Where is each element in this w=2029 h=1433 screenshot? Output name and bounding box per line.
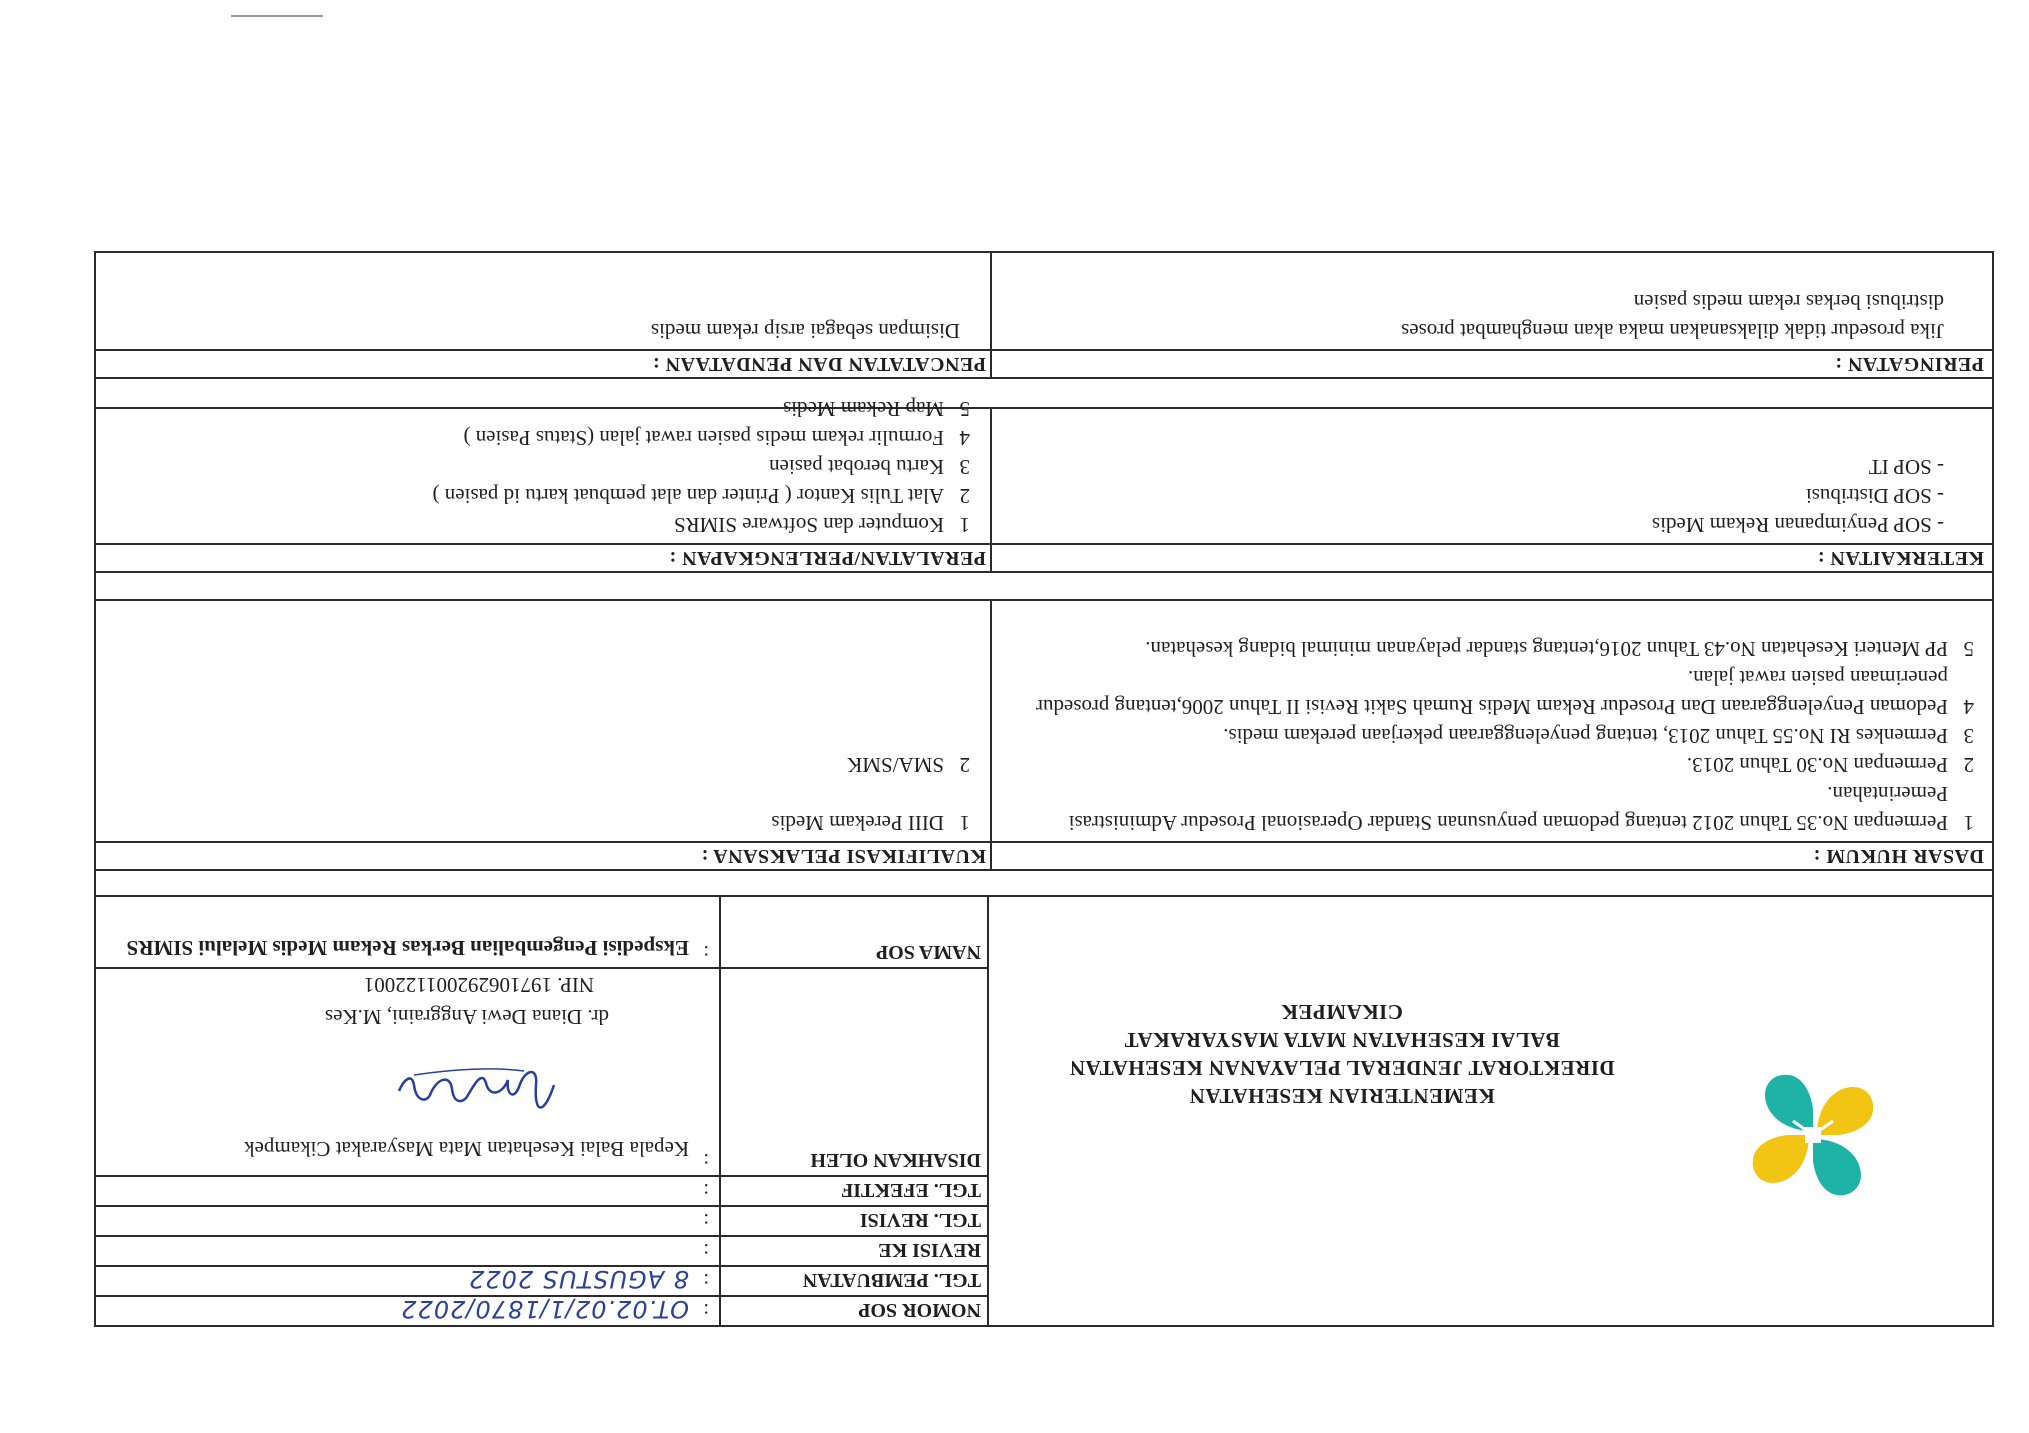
org-line-1: KEMENTERIAN KESEHATAN	[1189, 1084, 1495, 1108]
header-org-cell	[987, 897, 1992, 1325]
label-nama-sop: NAMA SOP	[719, 897, 989, 967]
colon: :	[703, 1149, 709, 1171]
list-item: 4 Formulir rekam medis pasien rawat jalan (Status Pasien )	[463, 426, 970, 450]
list-item: 4 Pedoman Penyelenggaraan Dan Prosedur Rekam Medis Rumah Sakit Revisi II Tahun 2006,tentang prosedur penerimaan pasien rawat jalan.	[1035, 666, 1974, 719]
sop-meta-table	[96, 897, 989, 1325]
list-item: 1 Permenpan No.35 Tahun 2012 tentang pedoman penyusunan Standar Operasional Prosedur Administrasi Pemerintahan.	[1068, 782, 1974, 835]
section-head	[96, 841, 1992, 869]
signer-nip: NIP. 197106292001122001	[363, 973, 594, 997]
label-tgl-efektif: TGL. EFEKTIF	[719, 1177, 989, 1205]
dasar-hukum-list	[1014, 634, 1974, 837]
spacer	[94, 377, 1994, 407]
label-nomor-sop: NOMOR SOP	[719, 1297, 989, 1325]
kualifikasi-list	[110, 750, 970, 837]
row-revisi-ke	[96, 1235, 989, 1265]
row-disahkan-oleh	[96, 967, 989, 1175]
list-item: 5 PP Menteri Kesehatan No.43 Tahun 2016,tentang standar pelayanan minimal bidang kesehatan.	[1145, 637, 1974, 661]
list-item: - SOP IT	[1868, 455, 1944, 479]
section-head	[96, 349, 1992, 377]
section-head	[96, 543, 1992, 571]
pencatatan-text: Disimpan sebagai arsip rekam medis	[650, 319, 960, 343]
row-nomor-sop	[96, 1295, 989, 1325]
row-nama-sop	[96, 897, 989, 967]
section-keterkaitan-peralatan	[94, 397, 1994, 573]
heading-peringatan: PERINGATAN :	[1834, 353, 1984, 375]
column-divider	[990, 253, 992, 377]
list-item: 1 Komputer dan Software SIMRS	[673, 513, 970, 537]
org-line-2: DIREKTORAT JENDERAL PELAYANAN KESEHATAN	[1069, 1056, 1615, 1080]
list-item: - SOP Penyimpanan Rekam Medis	[1651, 513, 1944, 537]
spacer	[94, 571, 1994, 599]
label-tgl-revisi: TGL. REVISI	[719, 1207, 989, 1235]
value-nomor-sop: OT.02.02/1/1870/2022	[400, 1295, 689, 1323]
org-line-3: BALAI KESEHATAN MATA MASYARAKAT CIKAMPEK	[1124, 1000, 1560, 1052]
keterkaitan-list	[984, 452, 1944, 539]
heading-pencatatan: PENCATATAN DAN PENDATAAN :	[652, 353, 986, 375]
peralatan-list	[110, 394, 970, 539]
colon: :	[703, 1269, 709, 1291]
colon: :	[703, 1209, 709, 1231]
list-item: 3 Permenkes RI No.55 Tahun 2013, tentang penyelenggaraan pekerjaan perekam medis.	[1223, 724, 1974, 748]
signer-name: dr. Diana Dewi Anggraini, M.Kes	[324, 1005, 609, 1029]
section-dasar-hukum-kualifikasi	[94, 599, 1994, 871]
label-disahkan-oleh: DISAHKAN OLEH	[719, 969, 989, 1175]
scan-mark	[231, 15, 323, 17]
colon: :	[703, 1239, 709, 1261]
kemenkes-logo-icon	[1743, 1065, 1883, 1205]
heading-peralatan: PERALATAN/PERLENGKAPAN :	[669, 547, 986, 569]
list-item: 2 Permenpan No.30 Tahun 2013.	[1686, 753, 1974, 777]
heading-kualifikasi: KUALIFIKASI PELAKSANA :	[701, 845, 986, 867]
heading-keterkaitan: KETERKAITAN :	[1817, 547, 1984, 569]
list-item: 3 Kartu berobat pasien	[769, 455, 970, 479]
signature	[394, 1055, 564, 1125]
column-divider	[990, 601, 992, 869]
colon: :	[703, 1299, 709, 1321]
list-item: 5 Map Rekam Medis	[783, 397, 970, 421]
list-item: - SOP Distribusi	[1805, 484, 1944, 508]
sop-sheet	[94, 185, 1994, 1327]
colon: :	[703, 941, 709, 963]
list-item: 2 SMA/SMK	[847, 753, 970, 777]
row-tgl-revisi	[96, 1205, 989, 1235]
label-revisi-ke: REVISI KE	[719, 1237, 989, 1265]
signer-title: Kepala Balai Kesehatan Mata Masyarakat Cikampek	[244, 1137, 689, 1161]
value-nama-sop: Ekspedisi Pengembalian Berkas Rekam Medis Melalui SIMRS	[126, 936, 689, 960]
row-tgl-pembuatan	[96, 1265, 989, 1295]
row-tgl-efektif	[96, 1175, 989, 1205]
list-item: 2 Alat Tulis Kantor ( Printer dan alat pembuat kartu id pasien )	[432, 484, 970, 508]
spacer	[94, 869, 1994, 895]
org-name	[1062, 998, 1622, 1110]
list-item: 1 DIII Perekam Medis	[771, 811, 970, 835]
header-block	[94, 895, 1994, 1327]
value-tgl-pembuatan: 8 AGUSTUS 2022	[468, 1265, 689, 1293]
colon: :	[703, 1179, 709, 1201]
peringatan-text: Jika prosedur tidak dilaksanakan maka akan menghambat proses distribusi berkas rekam medis pasien	[1401, 290, 1944, 343]
heading-dasar-hukum: DASAR HUKUM :	[1813, 845, 1984, 867]
section-peringatan-pencatatan	[94, 251, 1994, 379]
label-tgl-pembuatan: TGL. PEMBUATAN	[719, 1267, 989, 1295]
